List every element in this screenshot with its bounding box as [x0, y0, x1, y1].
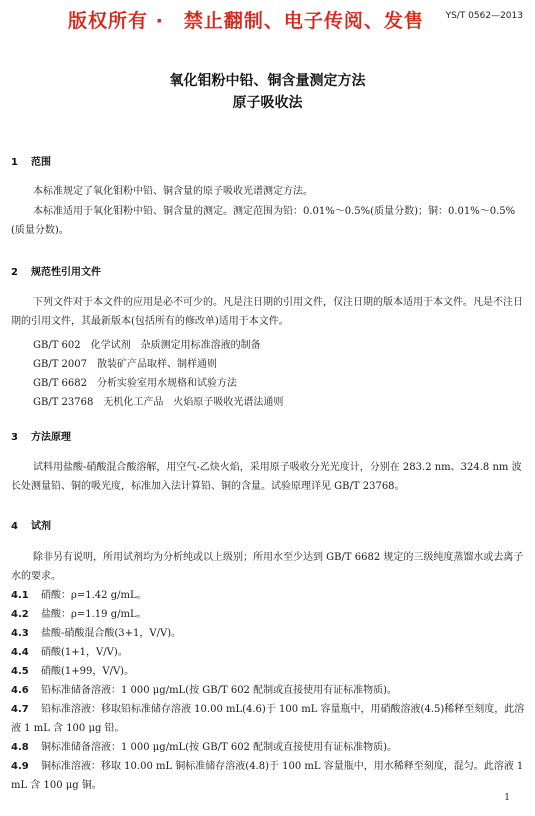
reagent-item — [11, 624, 525, 643]
item-number: 4.8 — [11, 742, 29, 753]
item-text: 铅标准溶液：移取铅标准储存溶液 10.00 mL(4.6)于 100 mL 容量瓶中，用硝酸溶液(4.5)稀释至刻度，此溶液 1 mL 含 100 μg 铅。 — [11, 704, 525, 734]
section-title: 范围 — [31, 157, 51, 168]
item-number: 4.6 — [11, 685, 29, 696]
reference-item: GB/T 2007 散装矿产品取样、制样通则 — [33, 359, 218, 370]
reagent-item — [11, 681, 525, 700]
section-number: 1 — [11, 157, 18, 168]
item-text: 硝酸(1+1，V/V)。 — [41, 647, 128, 658]
item-text: 铅标准储备溶液：1 000 μg/mL(按 GB/T 602 配制或直接使用有证标准物质)。 — [41, 685, 398, 696]
section-number: 4 — [11, 521, 18, 532]
section-title: 试剂 — [31, 521, 51, 532]
section-title: 方法原理 — [31, 432, 71, 443]
item-number: 4.1 — [11, 590, 29, 601]
item-number: 4.7 — [11, 704, 29, 715]
copyright-watermark: 版权所有 · 禁止翻制、电子传阅、发售 — [68, 10, 424, 32]
item-number: 4.2 — [11, 609, 29, 620]
item-number: 4.9 — [11, 761, 29, 772]
section-3-heading — [11, 428, 71, 443]
reference-item: GB/T 6682 分析实验室用水规格和试验方法 — [33, 378, 238, 389]
section-3-paragraph-1: 试料用盐酸-硝酸混合酸溶解，用空气-乙炔火焰，采用原子吸收分光光度计，分别在 283.2 nm、324.8 nm 波长处测量铅、铜的吸光度，标准加入法计算铅、铜的含量。试验原理详见 GB/T 23768。 — [11, 462, 522, 492]
section-1-paragraph-1: 本标准规定了氧化钼粉中铅、铜含量的原子吸收光谱测定方法。 — [33, 186, 313, 197]
reagent-item — [11, 700, 525, 738]
reagent-item — [11, 586, 525, 605]
reagent-item — [11, 605, 525, 624]
standard-code: YS/T 0562—2013 — [445, 11, 523, 21]
reagent-item — [11, 757, 525, 795]
reagent-item — [11, 738, 525, 757]
reagent-item — [11, 643, 525, 662]
item-text: 硝酸：ρ=1.42 g/mL。 — [41, 590, 147, 601]
reference-item: GB/T 602 化学试剂 杂质测定用标准溶液的制备 — [33, 340, 261, 351]
document-title: 氧化钼粉中铅、铜含量测定方法 — [169, 73, 366, 89]
section-2-heading — [11, 263, 101, 278]
item-text: 盐酸：ρ=1.19 g/mL。 — [41, 609, 147, 620]
reagent-item — [11, 662, 525, 681]
item-text: 硝酸(1+99，V/V)。 — [41, 666, 135, 677]
reference-item: GB/T 23768 无机化工产品 火焰原子吸收光谱法通则 — [33, 397, 284, 408]
document-subtitle: 原子吸收法 — [232, 95, 303, 111]
section-title: 规范性引用文件 — [31, 267, 101, 278]
section-4-paragraph-1: 除非另有说明，所用试剂均为分析纯或以上级别；所用水至少达到 GB/T 6682 规定的三级纯度蒸馏水或去离子水的要求。 — [11, 552, 524, 582]
item-number: 4.3 — [11, 628, 29, 639]
section-1-paragraph-2: 本标准适用于氧化钼粉中铅、铜含量的测定。测定范围为铅：0.01%～0.5%(质量分数)；铜：0.01%～0.5%(质量分数)。 — [11, 206, 516, 236]
item-text: 盐酸-硝酸混合酸(3+1，V/V)。 — [41, 628, 182, 639]
section-4-heading — [11, 517, 51, 532]
item-number: 4.5 — [11, 666, 29, 677]
section-2-paragraph-1: 下列文件对于本文件的应用是必不可少的。凡是注日期的引用文件，仅注日期的版本适用于本文件。凡是不注日期的引用文件，其最新版本(包括所有的修改单)适用于本文件。 — [11, 297, 523, 327]
page-number: 1 — [504, 793, 510, 803]
section-number: 2 — [11, 267, 18, 278]
section-1-heading — [11, 153, 51, 168]
item-number: 4.4 — [11, 647, 29, 658]
item-text: 铜标准储备溶液：1 000 μg/mL(按 GB/T 602 配制或直接使用有证标准物质)。 — [41, 742, 398, 753]
section-number: 3 — [11, 432, 18, 443]
item-text: 铜标准溶液：移取 10.00 mL 铜标准储存溶液(4.8)于 100 mL 容量瓶中，用水稀释至刻度，混匀。此溶液 1 mL 含 100 μg 铜。 — [11, 761, 524, 791]
